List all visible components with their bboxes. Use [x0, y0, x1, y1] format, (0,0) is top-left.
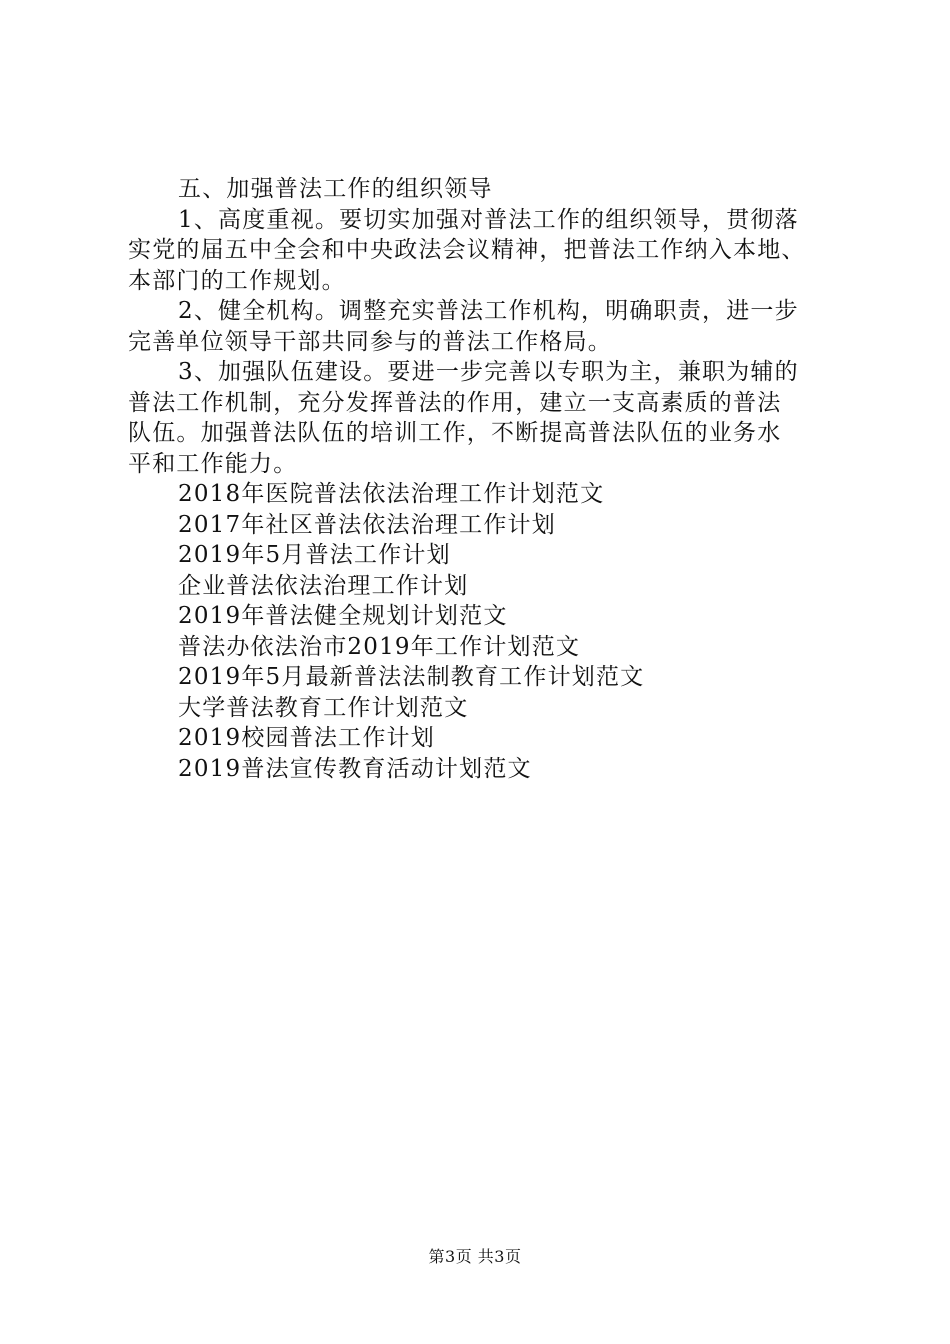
paragraph-line: 普法工作机制，充分发挥普法的作用，建立一支高素质的普法 [128, 389, 782, 416]
paragraph-2 [128, 296, 840, 357]
related-article-link[interactable]: 2019校园普法工作计划 [178, 725, 435, 751]
related-article-link[interactable]: 2018年医院普法依法治理工作计划范文 [178, 481, 605, 507]
related-articles-list [128, 479, 840, 784]
paragraph-line: 平和工作能力。 [128, 450, 298, 477]
related-article-link[interactable]: 2019普法宣传教育活动计划范文 [178, 755, 532, 782]
related-article-link[interactable]: 2019年5月最新普法法制教育工作计划范文 [178, 664, 645, 690]
paragraph-1 [128, 205, 840, 297]
related-article-link[interactable]: 2019年5月普法工作计划 [178, 542, 451, 568]
paragraph-line: 2、健全机构。调整充实普法工作机构，明确职责，进一步 [178, 298, 799, 324]
section-heading: 五、加强普法工作的组织领导 [178, 176, 493, 202]
related-article-link[interactable]: 2019年普法健全规划计划范文 [178, 603, 508, 629]
paragraph-line: 本部门的工作规划。 [128, 267, 346, 294]
paragraph-line: 实党的届五中全会和中央政法会议精神，把普法工作纳入本地、 [128, 237, 806, 263]
related-article-link[interactable]: 大学普法教育工作计划范文 [178, 694, 469, 721]
paragraph-line: 1、高度重视。要切实加强对普法工作的组织领导，贯彻落 [178, 206, 799, 233]
paragraph-line: 队伍。加强普法队伍的培训工作，不断提高普法队伍的业务水 [128, 420, 782, 446]
related-article-link[interactable]: 普法办依法治市2019年工作计划范文 [178, 633, 581, 660]
paragraph-3 [128, 357, 840, 479]
page-footer: 第3页 共3页 [428, 1247, 522, 1266]
related-article-link[interactable]: 企业普法依法治理工作计划 [178, 572, 469, 599]
paragraph-line: 完善单位领导干部共同参与的普法工作格局。 [128, 328, 612, 355]
paragraph-line: 3、加强队伍建设。要进一步完善以专职为主，兼职为辅的 [178, 359, 799, 385]
related-article-link[interactable]: 2017年社区普法依法治理工作计划 [178, 511, 556, 538]
document-body [128, 174, 840, 784]
